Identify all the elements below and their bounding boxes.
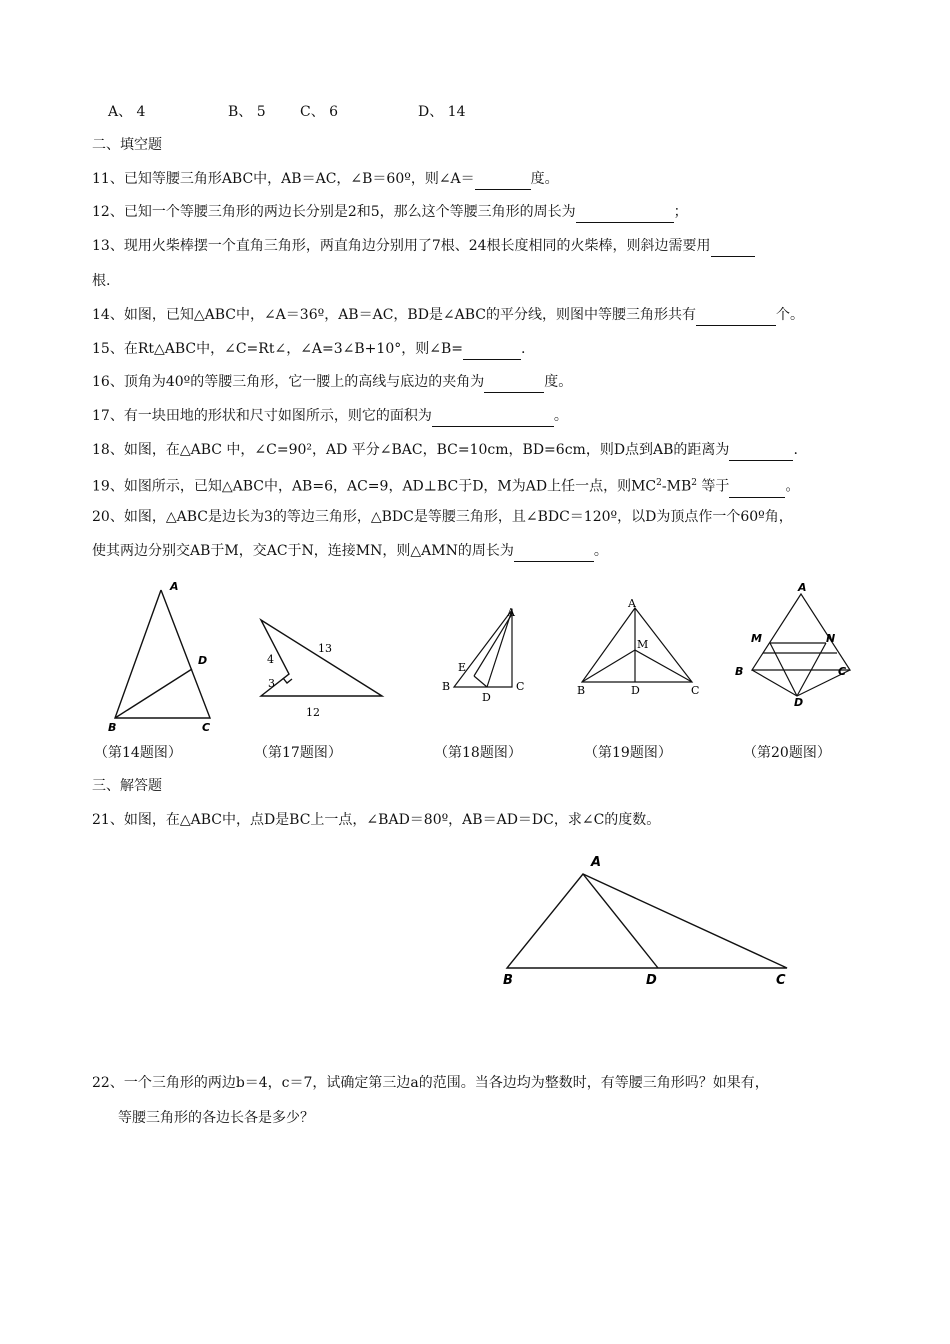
question-21: 21、如图，在△ABC中，点D是BC上一点，∠BAD＝80º，AB＝AD＝DC，求∠C的度数。 bbox=[92, 812, 661, 828]
fig17-side-3: 3 bbox=[268, 677, 275, 690]
q13-text: 13、现用火柴棒摆一个直角三角形，两直角边分别用了7根、24根长度相同的火柴棒，则斜边需要用 bbox=[92, 238, 711, 254]
fig14-label-c: C bbox=[202, 721, 211, 734]
q15-blank bbox=[463, 339, 521, 360]
fig19-label-d: D bbox=[631, 684, 640, 697]
caption-fig-19: （第19题图） bbox=[584, 745, 672, 761]
q18-text: 18、如图，在△ABC 中，∠C=90²，AD 平分∠BAC，BC=10cm，BD=6cm，则D点到AB的距离为 bbox=[92, 442, 730, 458]
caption-fig-20: （第20题图） bbox=[743, 745, 831, 761]
q16-text: 16、顶角为40º的等腰三角形，它一腰上的高线与底边的夹角为 bbox=[92, 374, 485, 390]
question-16 bbox=[92, 372, 572, 393]
fig21-label-b: B bbox=[503, 973, 513, 988]
caption-fig-18: （第18题图） bbox=[434, 745, 522, 761]
q19-suffix: 。 bbox=[785, 478, 800, 495]
fig19-label-m: M bbox=[637, 638, 649, 651]
fig18-label-b: B bbox=[442, 680, 451, 693]
option-b: B、 5 bbox=[228, 104, 266, 120]
q17-text: 17、有一块田地的形状和尺寸如图所示，则它的面积为 bbox=[92, 408, 432, 424]
q20-blank bbox=[514, 541, 594, 562]
fig18-label-e: E bbox=[458, 661, 467, 674]
question-13 bbox=[92, 236, 755, 257]
figure-18 bbox=[436, 600, 536, 710]
option-c: C、 6 bbox=[300, 104, 339, 120]
q14-text: 14、如图，已知△ABC中，∠A＝36º，AB＝AC，BD是∠ABC的平分线，则图中等腰三角形共有 bbox=[92, 307, 697, 323]
fig18-triangle bbox=[454, 610, 512, 687]
question-15 bbox=[92, 339, 525, 360]
fig19-label-b: B bbox=[577, 684, 586, 697]
fig18-label-c: C bbox=[516, 680, 525, 693]
fig17-right-angle-mark bbox=[283, 678, 292, 683]
question-22: 22、一个三角形的两边b＝4，c＝7，试确定第三边a的范围。当各边均为整数时，有等腰三角形吗？如果有， bbox=[92, 1075, 769, 1091]
question-19 bbox=[92, 473, 799, 498]
fig20-label-a: A bbox=[798, 581, 807, 594]
option-a: A、 4 bbox=[108, 104, 146, 120]
fig20-label-c: C bbox=[838, 665, 847, 678]
option-d: D、 14 bbox=[418, 104, 466, 120]
fig20-label-d: D bbox=[794, 696, 804, 709]
fig21-label-a: A bbox=[591, 855, 602, 870]
q16-suffix: 度。 bbox=[544, 374, 573, 390]
question-14 bbox=[92, 305, 804, 326]
q15-suffix: . bbox=[520, 341, 526, 357]
fig21-ad bbox=[583, 874, 658, 968]
fig20-label-m: M bbox=[751, 632, 762, 645]
fig20-label-b: B bbox=[735, 665, 744, 678]
q19-blank bbox=[729, 477, 785, 498]
fig17-quadrilateral bbox=[261, 620, 382, 696]
q15-text: 15、在Rt△ABC中，∠C=Rt∠，∠A=3∠B+10°，则∠B= bbox=[92, 341, 463, 357]
q12-suffix: ； bbox=[673, 204, 688, 220]
q19-sup-1: 2 bbox=[656, 478, 662, 488]
q11-text: 11、已知等腰三角形ABC中，AB＝AC，∠B＝60º，则∠A＝ bbox=[92, 171, 475, 187]
q19-sup-2: 2 bbox=[691, 478, 697, 488]
fig19-label-a: A bbox=[628, 597, 636, 610]
question-17 bbox=[92, 406, 568, 427]
fig14-bisector-bd bbox=[115, 669, 192, 718]
q18-blank bbox=[729, 440, 793, 461]
fig14-label-b: B bbox=[108, 721, 117, 734]
q17-blank bbox=[432, 406, 554, 427]
q13-line2: 根. bbox=[92, 273, 111, 289]
question-11 bbox=[92, 169, 559, 190]
fig19-mc bbox=[635, 650, 692, 682]
figure-19 bbox=[570, 594, 710, 704]
question-22-line2: 等腰三角形的各边长各是多少？ bbox=[118, 1110, 314, 1126]
fig17-side-13: 13 bbox=[318, 642, 332, 655]
figure-21 bbox=[495, 850, 800, 995]
fig19-mb bbox=[582, 650, 635, 682]
q14-blank bbox=[696, 305, 776, 326]
q19-text: 19、如图所示，已知△ABC中，AB=6，AC=9，AD⊥BC于D，M为AD上任一点，则MC bbox=[92, 478, 657, 495]
q12-text: 12、已知一个等腰三角形的两边长分别是2和5，那么这个等腰三角形的周长为 bbox=[92, 204, 576, 220]
fig19-label-c: C bbox=[691, 684, 700, 697]
fig20-bdc bbox=[752, 670, 850, 696]
question-20-line2 bbox=[92, 541, 608, 562]
q12-blank bbox=[576, 202, 674, 223]
fig18-perpendicular-de bbox=[474, 676, 487, 687]
fig18-label-d: D bbox=[482, 691, 491, 704]
q19-minus: -MB bbox=[661, 478, 692, 495]
q14-suffix: 个。 bbox=[776, 307, 805, 323]
fig17-side-4: 4 bbox=[267, 653, 274, 666]
q20-suffix: 。 bbox=[593, 543, 608, 559]
section-fill-blank-heading: 二、填空题 bbox=[92, 137, 162, 153]
q11-suffix: 度。 bbox=[530, 171, 559, 187]
fig20-label-n: N bbox=[826, 632, 836, 645]
section-answer-heading: 三、解答题 bbox=[92, 778, 162, 794]
fig21-label-d: D bbox=[646, 973, 657, 988]
question-18 bbox=[92, 440, 798, 461]
q13-blank bbox=[711, 236, 755, 257]
question-12 bbox=[92, 202, 688, 223]
q20-text: 使其两边分别交AB于M，交AC于N，连接MN，则△AMN的周长为 bbox=[92, 543, 514, 559]
q11-blank bbox=[475, 169, 531, 190]
question-20: 20、如图，△ABC是边长为3的等边三角形，△BDC是等腰三角形，且∠BDC＝120º，以D为顶点作一个60º角， bbox=[92, 509, 793, 525]
figure-20 bbox=[728, 580, 858, 715]
fig18-label-a: A bbox=[507, 606, 515, 619]
fig21-label-c: C bbox=[776, 973, 786, 988]
q16-blank bbox=[484, 372, 544, 393]
fig20-equilateral-abc bbox=[752, 594, 850, 670]
q19-equals: 等于 bbox=[696, 478, 730, 495]
figure-17 bbox=[255, 612, 390, 722]
fig17-side-12: 12 bbox=[306, 706, 320, 719]
caption-fig-14: （第14题图） bbox=[94, 745, 182, 761]
fig14-label-a: A bbox=[170, 580, 179, 593]
fig14-triangle bbox=[115, 590, 210, 718]
figure-14 bbox=[100, 578, 230, 738]
q17-suffix: 。 bbox=[553, 408, 568, 424]
caption-fig-17: （第17题图） bbox=[254, 745, 342, 761]
q18-suffix: . bbox=[793, 442, 798, 458]
fig14-label-d: D bbox=[198, 654, 208, 667]
